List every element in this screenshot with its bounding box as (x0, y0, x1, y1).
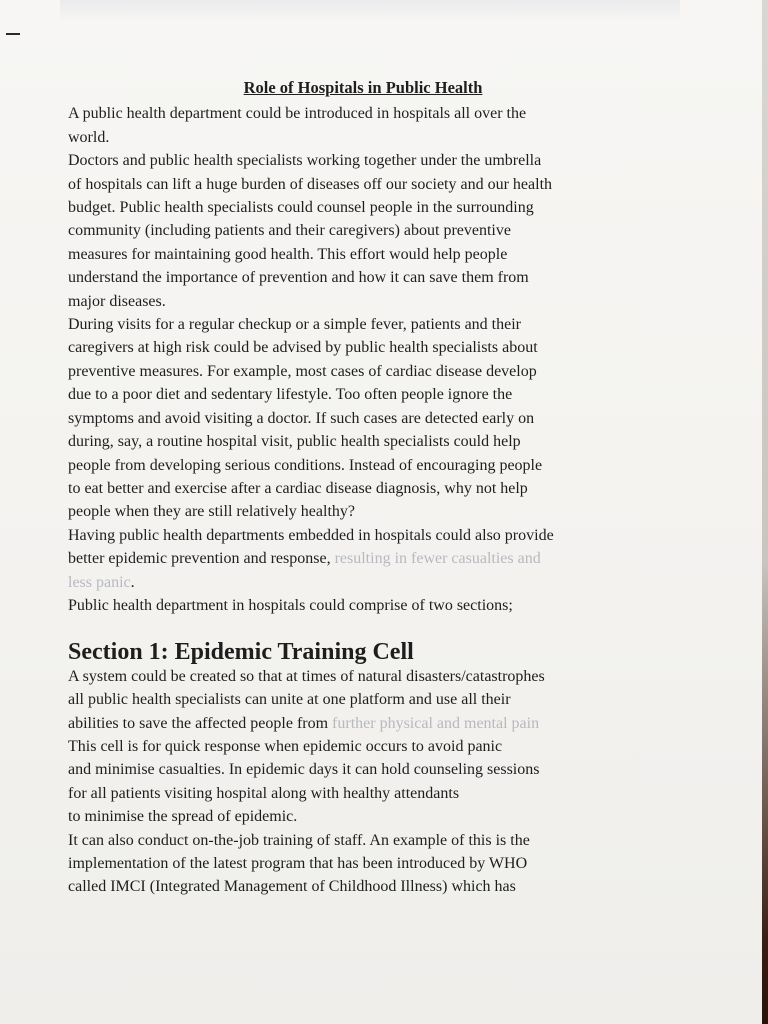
text-line (68, 571, 658, 594)
text-segment: better epidemic prevention and response, (68, 550, 331, 568)
text-line: to eat better and exercise after a cardiac disease diagnosis, why not help (68, 479, 528, 497)
text-line: symptoms and avoid visiting a doctor. If such cases are detected early on (68, 409, 535, 427)
faded-text: less panic (68, 573, 131, 591)
text-line: called IMCI (Integrated Management of Childhood Illness) which has (68, 878, 516, 896)
section-body (68, 665, 658, 899)
text-line: community (including patients and their caregivers) about preventive (68, 222, 511, 240)
page-edge-shadow (762, 0, 768, 1024)
paragraph-sections-intro (68, 594, 658, 617)
paragraph-checkups (68, 313, 658, 524)
paragraph-intro (68, 102, 658, 149)
paragraph-collaboration (68, 149, 658, 313)
text-line (68, 712, 658, 735)
text-line: to minimise the spread of epidemic. (68, 808, 298, 826)
text-line (68, 547, 658, 570)
text-line: During visits for a regular checkup or a simple fever, patients and their (68, 316, 521, 334)
text-line: world. (68, 128, 110, 146)
text-segment: abilities to save the affected people from (68, 714, 329, 732)
text-line: preventive measures. For example, most cases of cardiac disease develop (68, 362, 537, 380)
text-line: people from developing serious conditions. Instead of encouraging people (68, 456, 543, 474)
text-line: implementation of the latest program that has been introduced by WHO (68, 855, 528, 872)
text-line: budget. Public health specialists could counsel people in the surrounding (68, 199, 534, 217)
text-line: understand the importance of prevention and how it can save them from (68, 269, 529, 287)
text-line: measures for maintaining good health. This effort would help people (68, 245, 508, 263)
text-line: due to a poor diet and sedentary lifestyle. Too often people ignore the (68, 386, 513, 404)
text-line: Having public health departments embedded in hospitals could also provide (68, 526, 554, 544)
text-line: A system could be created so that at times of natural disasters/catastrophes (68, 667, 545, 685)
text-line: and minimise casualties. In epidemic days it can hold counseling sessions (68, 761, 540, 779)
text-segment: . (130, 573, 135, 591)
margin-dash-mark (6, 33, 20, 35)
text-line: major diseases. (68, 292, 166, 310)
text-line: for all patients visiting hospital along with healthy attendants (68, 784, 460, 802)
text-line: during, say, a routine hospital visit, public health specialists could help (68, 433, 521, 451)
text-line: It can also conduct on-the-job training of staff. An example of this is the (68, 831, 530, 849)
text-line: of hospitals can lift a huge burden of diseases off our society and our health (68, 175, 553, 193)
section-heading: Section 1: Epidemic Training Cell (68, 639, 414, 666)
paragraph-epidemic (68, 524, 658, 594)
text-line: A public health department could be introduced in hospitals all over the (68, 105, 527, 123)
text-line: Public health department in hospitals could comprise of two sections; (68, 596, 513, 614)
text-line: caregivers at high risk could be advised by public health specialists about (68, 339, 538, 357)
document-body (68, 76, 658, 899)
document-title: Role of Hospitals in Public Health (243, 78, 483, 97)
text-line: people when they are still relatively healthy? (68, 503, 355, 521)
bleed-through-shadow (60, 0, 680, 22)
text-line: all public health specialists can unite at one platform and use all their (68, 691, 511, 709)
paragraph-gap (68, 617, 658, 641)
text-line: This cell is for quick response when epidemic occurs to avoid panic (68, 737, 503, 755)
text-line: Doctors and public health specialists working together under the umbrella (68, 152, 542, 170)
faded-text: further physical and mental pain (332, 714, 540, 732)
faded-text: resulting in fewer casualties and (334, 550, 541, 568)
